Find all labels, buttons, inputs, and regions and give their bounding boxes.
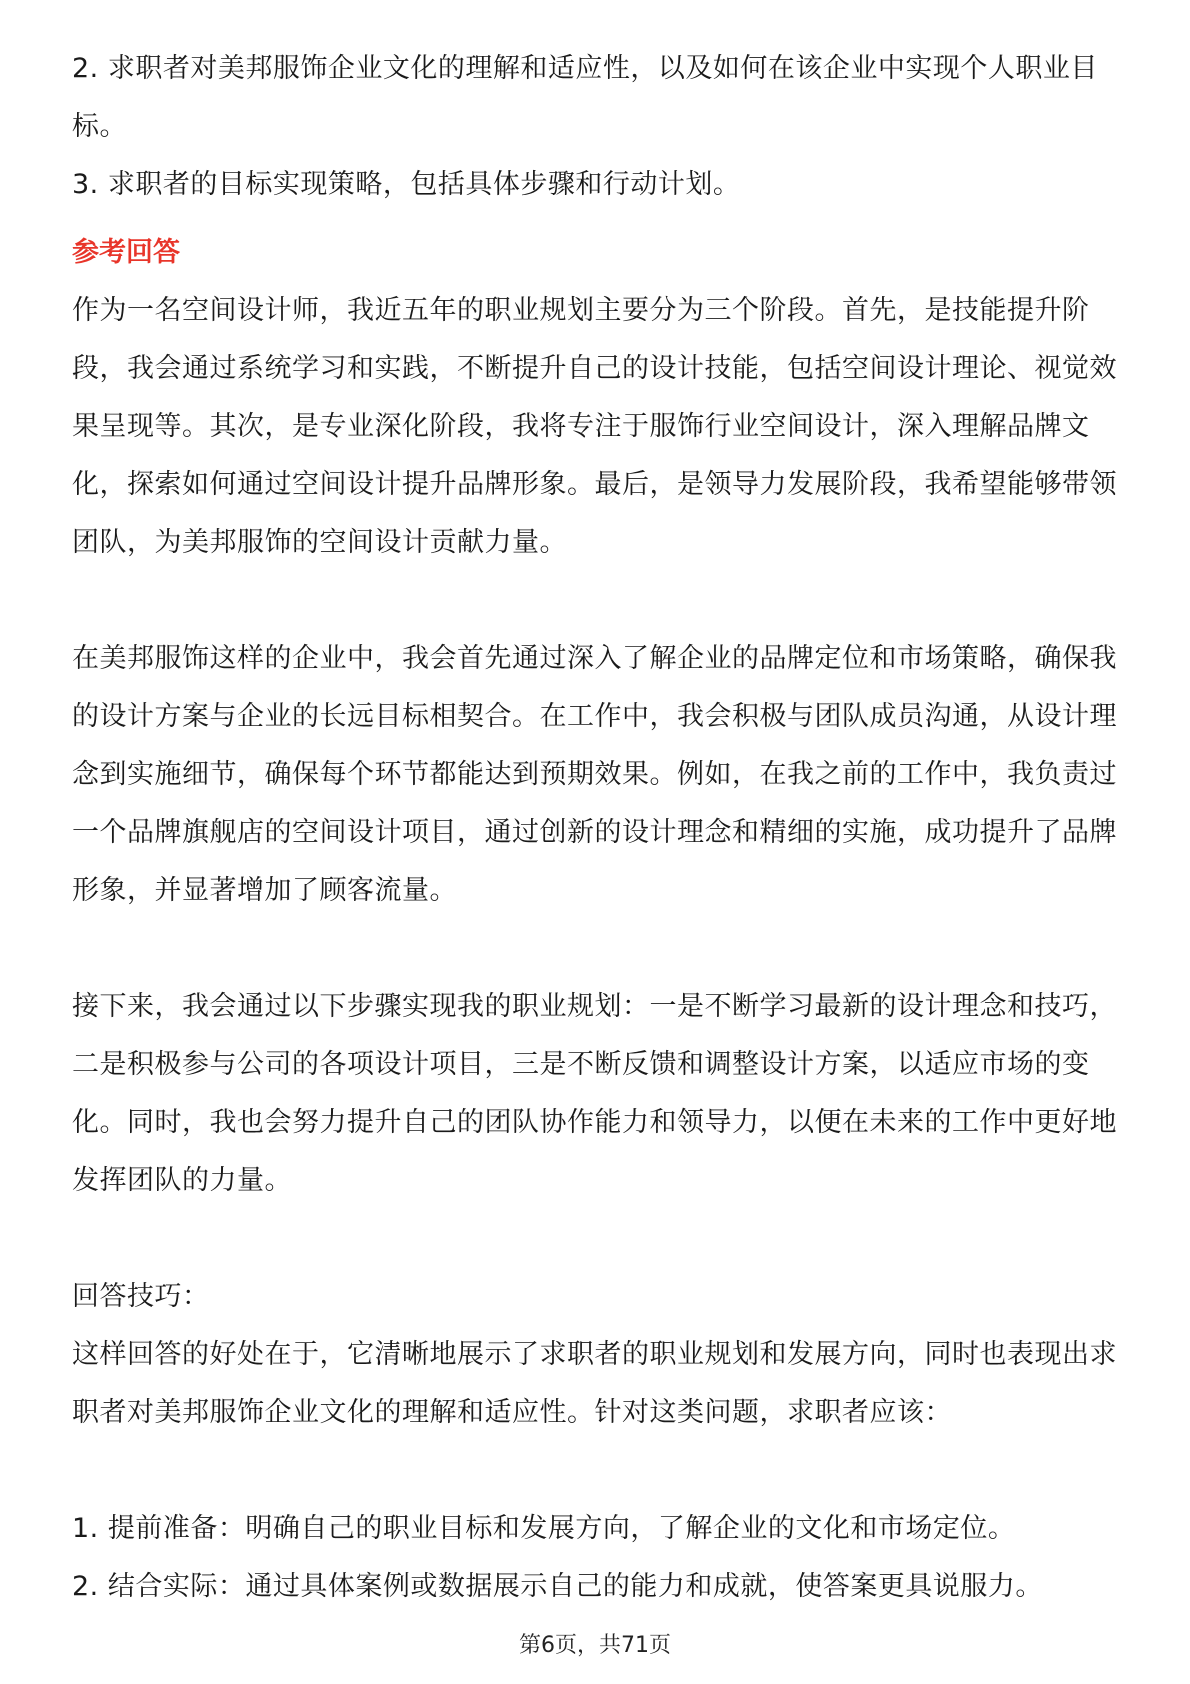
paragraph-gap [72,920,1118,978]
tips-item-1: 1. 提前准备：明确自己的职业目标和发展方向，了解企业的文化和市场定位。 [72,1513,1016,1544]
paragraph-gap [72,572,1118,630]
document-page [72,40,1118,1616]
answer-paragraph-3: 接下来，我会通过以下步骤实现我的职业规划：一是不断学习最新的设计理念和技巧，二是积极参与公司的各项设计项目，三是不断反馈和调整设计方案，以适应市场的变化。同时，我也会努力提升自己的团队协作能力和领导力，以便在未来的工作中更好地发挥团队的力量。 [72,991,1117,1196]
paragraph-gap [72,1210,1118,1268]
tips-item-2: 2. 结合实际：通过具体案例或数据展示自己的能力和成就，使答案更具说服力。 [72,1571,1043,1602]
question-item-3: 3. 求职者的目标实现策略，包括具体步骤和行动计划。 [72,169,741,200]
question-item-2: 2. 求职者对美邦服饰企业文化的理解和适应性，以及如何在该企业中实现个人职业目标。 [72,53,1098,142]
paragraph-gap [72,1442,1118,1500]
tips-intro: 这样回答的好处在于，它清晰地展示了求职者的职业规划和发展方向，同时也表现出求职者对美邦服饰企业文化的理解和适应性。针对这类问题，求职者应该： [72,1339,1117,1428]
tips-heading: 回答技巧： [72,1281,210,1312]
answer-paragraph-1: 作为一名空间设计师，我近五年的职业规划主要分为三个阶段。首先，是技能提升阶段，我会通过系统学习和实践，不断提升自己的设计技能，包括空间设计理论、视觉效果呈现等。其次，是专业深化阶段，我将专注于服饰行业空间设计，深入理解品牌文化，探索如何通过空间设计提升品牌形象。最后，是领导力发展阶段，我希望能够带领团队，为美邦服饰的空间设计贡献力量。 [72,295,1117,558]
answer-paragraph-2: 在美邦服饰这样的企业中，我会首先通过深入了解企业的品牌定位和市场策略，确保我的设计方案与企业的长远目标相契合。在工作中，我会积极与团队成员沟通，从设计理念到实施细节，确保每个环节都能达到预期效果。例如，在我之前的工作中，我负责过一个品牌旗舰店的空间设计项目，通过创新的设计理念和精细的实施，成功提升了品牌形象，并显著增加了顾客流量。 [72,643,1117,906]
page-number-footer: 第6页，共71页 [519,1633,671,1658]
answer-heading: 参考回答 [72,237,180,268]
